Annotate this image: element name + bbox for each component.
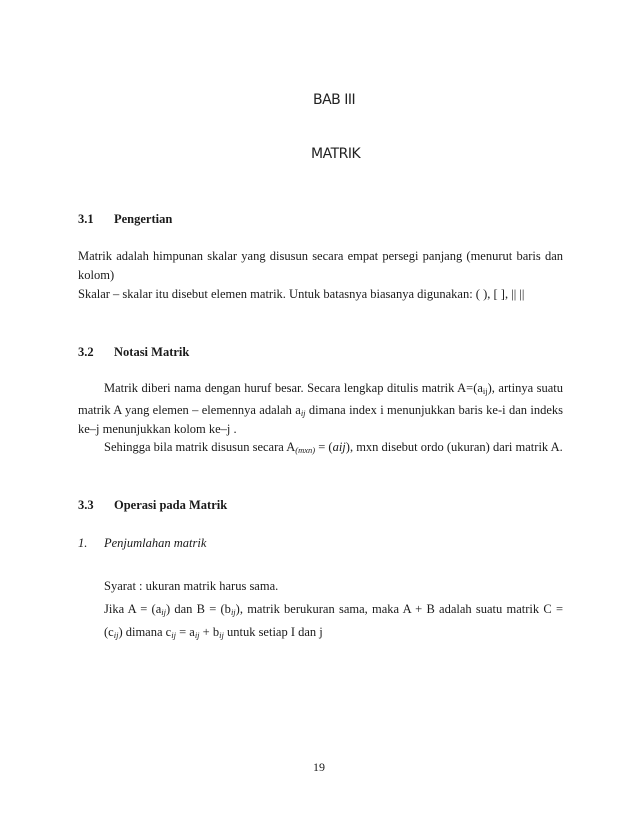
page-number: 19 [313, 760, 325, 774]
addition-line-1: Jika $A = (a_{ij})$ dan $B = (b_{ij})$, matrik berukuran sama, maka A + B adalah suatu matrik C = [104, 602, 563, 617]
notation-line-2: matrik A yang elemen – elemennya adalah $a_{ij}$ dimana index i menunjukkan baris ke-i dan indeks [78, 403, 563, 418]
addition-line-2: $(c_{ij})$ dimana $c_{ij} = a_{ij} + b_{ij}$ untuk setiap I dan j [104, 625, 323, 640]
section-3-2-heading: Notasi Matrik [114, 345, 190, 359]
section-3-1-number: 3.1 [78, 212, 94, 226]
definition-line-1: Matrik adalah himpunan skalar yang disusun secara empat persegi panjang (menurut baris dan [78, 249, 563, 263]
definition-line-2: kolom) [78, 268, 115, 282]
chapter-label: BAB III [313, 92, 356, 108]
section-3-2-number: 3.2 [78, 345, 94, 359]
list-item-number: 1. [78, 536, 88, 550]
notation-line-4: Sehingga bila matrik disusun secara $A_{(mxn)} = (aij)$, mxn disebut ordo (ukuran) dari matrik A. [104, 440, 563, 455]
section-3-3-number: 3.3 [78, 498, 94, 512]
syarat-line: Syarat : ukuran matrik harus sama. [104, 579, 279, 593]
scalar-paragraph: Skalar – skalar itu disebut elemen matrik. Untuk batasnya biasanya digunakan: ( ), [ ], || || [78, 287, 525, 301]
chapter-title: MATRIK [311, 146, 361, 162]
section-3-3-heading: Operasi pada Matrik [114, 498, 228, 512]
section-3-1-heading: Pengertian [114, 212, 173, 226]
notation-line-1: Matrik diberi nama dengan huruf besar. Secara lengkap ditulis matrik $A=(a_{ij})$, artinya suatu [104, 381, 563, 396]
list-item-title: Penjumlahan matrik [104, 536, 207, 550]
notation-line-3: ke–j menunjukkan kolom ke–j . [78, 422, 237, 436]
